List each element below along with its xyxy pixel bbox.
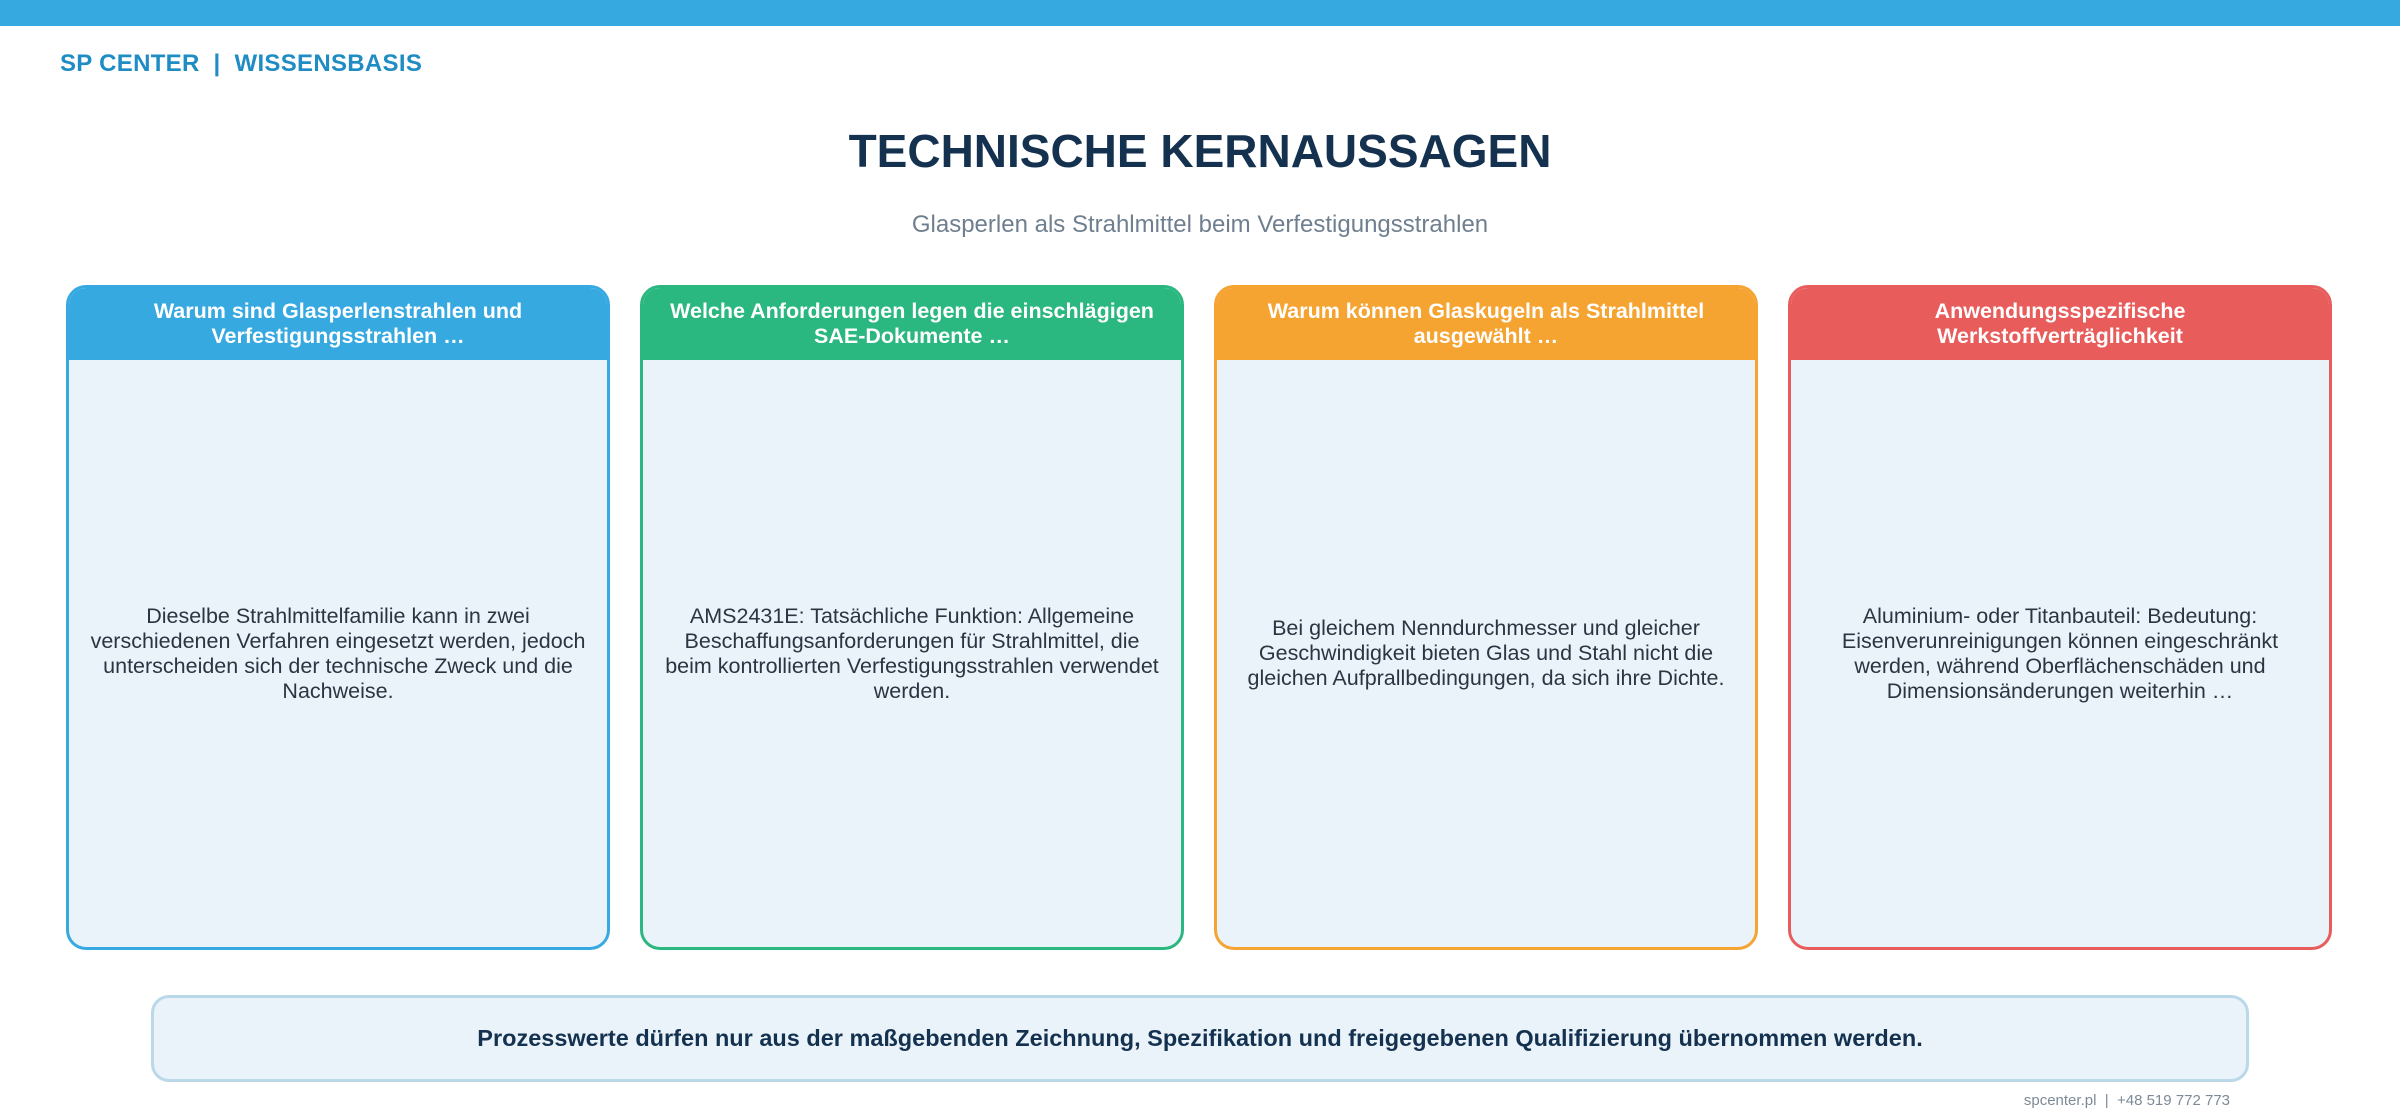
card-3-title: Warum können Glaskugeln als Strahlmittel ausgewählt … bbox=[1217, 288, 1755, 360]
card-2-body: AMS2431E: Tatsächliche Funktion: Allgemeine Beschaffungsanforderungen für Strahlmittel, die beim kontrollierten Verfestigungsstrahlen verwendet werden. bbox=[665, 603, 1159, 703]
page-subtitle: Glasperlen als Strahlmittel beim Verfestigungsstrahlen bbox=[911, 211, 1489, 238]
top-accent-bar bbox=[0, 0, 2400, 26]
card-1-title: Warum sind Glasperlenstrahlen und Verfestigungsstrahlen … bbox=[69, 288, 607, 360]
card-1-body: Dieselbe Strahlmittelfamilie kann in zwei verschiedenen Verfahren eingesetzt werden, jedoch unterscheiden sich der technische Zweck und die Nachweise. bbox=[90, 603, 586, 703]
footer-contact: spcenter.pl | +48 519 772 773 bbox=[2023, 1092, 2230, 1109]
card-2-title: Welche Anforderungen legen die einschlägigen SAE-Dokumente … bbox=[643, 288, 1181, 360]
card-4 bbox=[1788, 285, 2332, 950]
card-2 bbox=[640, 285, 1184, 950]
card-3-body: Bei gleichem Nenndurchmesser und gleicher Geschwindigkeit bieten Glas und Stahl nicht die gleichen Aufprallbedingungen, da sich ihre Dichte. bbox=[1247, 616, 1725, 690]
card-1 bbox=[66, 285, 610, 950]
card-4-title: Anwendungsspezifische Werkstoffverträglichkeit bbox=[1791, 288, 2329, 360]
card-4-body: Aluminium- oder Titanbauteil: Bedeutung: Eisenverunreinigungen können eingeschränkt werden, während Oberflächenschäden und Dimensionsänderungen weiterhin … bbox=[1841, 603, 2279, 703]
process-note bbox=[151, 995, 2249, 1082]
brand-header: SP CENTER | WISSENSBASIS bbox=[60, 50, 423, 77]
process-note-text: Prozesswerte dürfen nur aus der maßgebenden Zeichnung, Spezifikation und freigegebenen Qualifizierung übernommen werden. bbox=[477, 1025, 1923, 1051]
card-3 bbox=[1214, 285, 1758, 950]
page-title: TECHNISCHE KERNAUSSAGEN bbox=[848, 125, 1552, 177]
